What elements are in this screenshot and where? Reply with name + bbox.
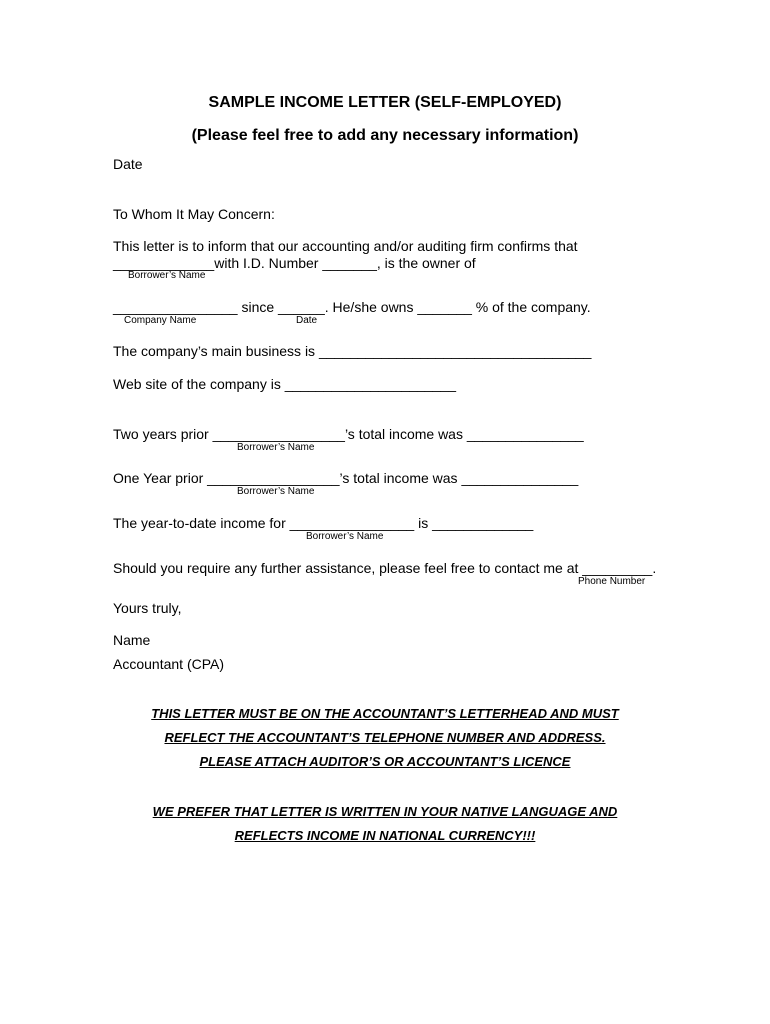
caption-phone-number: Phone Number bbox=[578, 576, 646, 587]
two-years-income-line: Two years prior _________________’s total income was _______________ bbox=[113, 426, 584, 442]
caption-borrower-name: Borrower’s Name bbox=[128, 270, 206, 281]
document-subtitle: (Please feel free to add any necessary information) bbox=[191, 127, 579, 144]
document-title: SAMPLE INCOME LETTER (SELF-EMPLOYED) bbox=[208, 94, 562, 111]
caption-borrower-name: Borrower’s Name bbox=[306, 531, 384, 542]
caption-borrower-name: Borrower’s Name bbox=[237, 486, 315, 497]
caption-date: Date bbox=[296, 315, 318, 326]
one-year-income-line: One Year prior _________________’s total income was _______________ bbox=[113, 470, 579, 486]
date-label: Date bbox=[113, 156, 143, 172]
paragraph-line-2: _____________with I.D. Number _______, is the owner of bbox=[113, 255, 476, 271]
notice-national-currency: REFLECTS INCOME IN NATIONAL CURRENCY!!! bbox=[234, 828, 536, 843]
closing: Yours truly, bbox=[113, 600, 182, 616]
website-line: Web site of the company is ______________________ bbox=[113, 376, 457, 392]
signature-title: Accountant (CPA) bbox=[113, 656, 225, 672]
ytd-income-line: The year-to-date income for ________________ is _____________ bbox=[113, 515, 534, 531]
paragraph-line-1: This letter is to inform that our accounting and/or auditing firm confirms that bbox=[113, 238, 578, 254]
salutation: To Whom It May Concern: bbox=[113, 206, 275, 222]
notice-licence: PLEASE ATTACH AUDITOR’S OR ACCOUNTANT’S LICENCE bbox=[199, 754, 571, 769]
notice-telephone: REFLECT THE ACCOUNTANT’S TELEPHONE NUMBER AND ADDRESS. bbox=[164, 730, 606, 745]
caption-company-name: Company Name bbox=[124, 315, 197, 326]
signature-name: Name bbox=[113, 632, 151, 648]
company-line: ________________ since ______. He/she owns _______ % of the company. bbox=[113, 299, 591, 315]
caption-borrower-name: Borrower’s Name bbox=[237, 442, 315, 453]
main-business-line: The company’s main business is ___________________________________ bbox=[113, 343, 592, 359]
notice-letterhead: THIS LETTER MUST BE ON THE ACCOUNTANT’S LETTERHEAD AND MUST bbox=[151, 706, 619, 721]
notice-native-language: WE PREFER THAT LETTER IS WRITTEN IN YOUR NATIVE LANGUAGE AND bbox=[152, 804, 618, 819]
contact-line: Should you require any further assistance, please feel free to contact me at _________. bbox=[113, 560, 657, 576]
